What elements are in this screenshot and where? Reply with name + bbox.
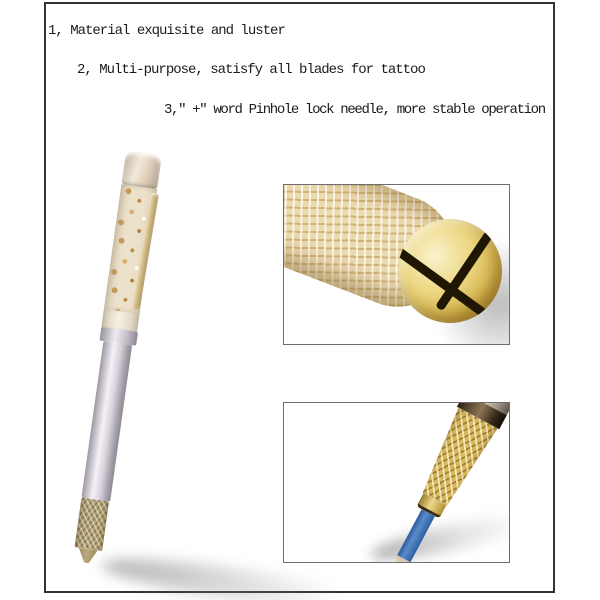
feature-line-1: 1, Material exquisite and luster	[48, 23, 285, 39]
feature-line-2: 2, Multi-purpose, satisfy all blades for tattoo	[77, 62, 425, 78]
handle-grip-knurl	[415, 407, 499, 510]
pen-grip-knurl	[74, 498, 109, 551]
pen-cap-top-ferrule	[121, 150, 161, 189]
detail-box-pinhole-lock	[283, 184, 510, 345]
detail-box-blade-end	[283, 402, 510, 563]
pen-photo	[68, 150, 163, 565]
feature-line-3: 3,″ +″ word Pinhole lock needle, more stable operation	[164, 102, 545, 118]
pen-silver-barrel	[81, 341, 132, 501]
blue-blade	[397, 509, 435, 562]
product-frame	[44, 2, 555, 593]
pinhole-dome-cap	[398, 219, 502, 323]
